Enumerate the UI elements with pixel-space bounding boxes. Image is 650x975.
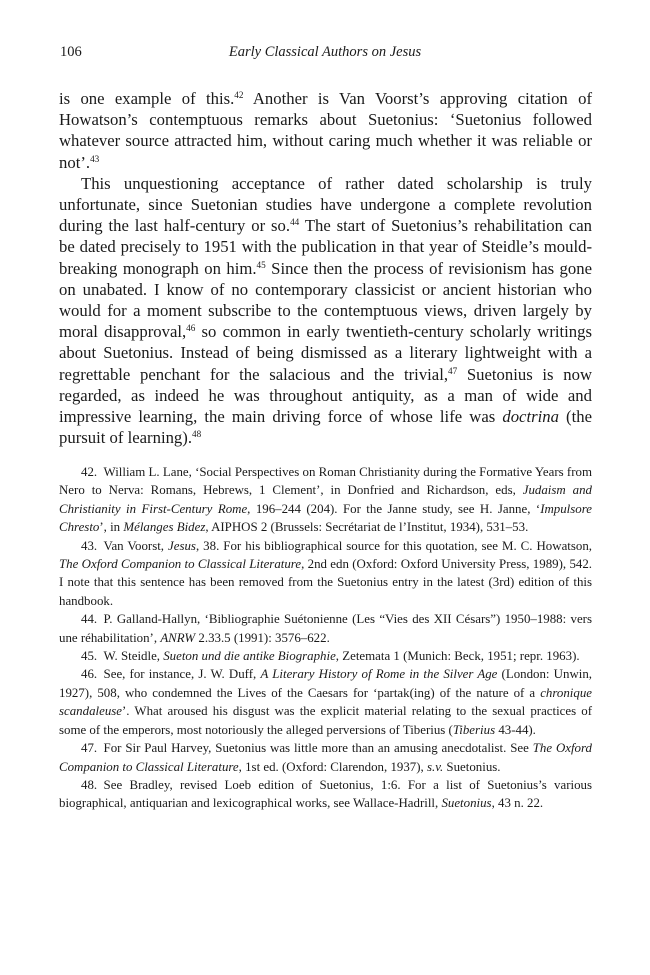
footnote-48 xyxy=(59,776,592,813)
footnote-43 xyxy=(59,537,592,611)
italic-title: ANRW xyxy=(160,630,196,645)
footnote-text: 45. W. Steidle, xyxy=(81,649,164,664)
footnote-ref-48: 48 xyxy=(192,429,202,440)
italic-title: Judaism and Christianity in First-Century Rome xyxy=(59,483,592,516)
italic-title: The Oxford Companion to Classical Literature xyxy=(59,741,592,774)
text-span: This unquestioning acceptance of rather dated scholarship is truly unfortunate, since Suetonian studies have undergone a complete revolution during the last half-century or so. xyxy=(59,173,592,236)
italic-title: s.v. xyxy=(426,759,444,774)
footnote-45 xyxy=(59,647,592,665)
footnote-text: (London: Unwin, 1927), 508, who condemned the Lives of the Caesars for ‘partak(ing) of the nature of a xyxy=(59,667,592,700)
text-span: The start of Suetonius’s rehabilitation can be dated precisely to 1951 with the publication in that year of Steidle’s mould-breaking monograph on him. xyxy=(59,216,592,278)
footnote-47 xyxy=(59,739,592,776)
italic-title: The Oxford Companion to Classical Literature xyxy=(59,557,302,572)
footnote-44 xyxy=(59,610,592,647)
italic-title: Impulsore Chresto xyxy=(59,501,592,535)
footnote-text: , 196–244 (204). For the Janne study, see H. Janne, ‘ xyxy=(247,501,541,516)
footnote-ref-44: 44 xyxy=(290,217,300,228)
body-text xyxy=(59,88,592,448)
italic-term: doctrina xyxy=(502,407,559,427)
footnote-42 xyxy=(59,463,592,537)
paragraph-continued xyxy=(59,88,592,173)
text-span: Suetonius is now regarded, as indeed he was throughout antiquity, as a man of wide and impressive learning, the main driving force of whose life was xyxy=(59,364,592,427)
running-title: Early Classical Authors on Jesus xyxy=(228,44,422,60)
footnote-ref-43: 43 xyxy=(90,153,100,164)
paragraph xyxy=(59,173,592,449)
footnote-ref-47: 47 xyxy=(448,365,458,376)
text-span: (the pursuit of learning). xyxy=(59,407,592,448)
footnote-text: , AIPHOS 2 (Brussels: Secrétariat de l’Institut, 1934), 531–53. xyxy=(205,520,529,535)
footnote-text: , 38. For his bibliographical source for this quotation, see M. C. Howatson, xyxy=(195,538,592,553)
footnote-text: 2.33.5 (1991): 3576–622. xyxy=(195,630,330,645)
footnotes xyxy=(59,463,592,813)
italic-title: Sueton und die antike Biographie xyxy=(163,649,336,664)
footnote-text: 42. William L. Lane, ‘Social Perspectives on Roman Christianity during the Formative Years from Nero to Nerva: Romans, Hebrews, 1 Clement’, in Donfried and Richardson, eds, xyxy=(59,465,592,498)
footnote-text: Suetonius. xyxy=(443,759,501,774)
footnote-text: ’. What aroused his disgust was the explicit material relating to the sexual practices of some of the emperors, most notoriously the alleged perversions of Tiberius ( xyxy=(59,704,592,737)
footnote-text: , 43 n. 22. xyxy=(491,796,544,811)
italic-title: A Literary History of Rome in the Silver Age xyxy=(260,667,498,682)
footnote-ref-42: 42 xyxy=(234,90,244,101)
footnote-text: 46. See, for instance, J. W. Duff, xyxy=(81,667,261,682)
page-number: 106 xyxy=(60,44,82,60)
text-span: is one example of this. xyxy=(59,89,235,108)
italic-title: Suetonius xyxy=(441,796,492,811)
footnote-text: 43-44). xyxy=(495,722,536,737)
text-span: Since then the process of revisionism has gone on unabated. I know of no contemporary classicist or ancient historian who would for a moment subscribe to the contemptuous views, driven largely by moral disapproval, xyxy=(59,258,592,342)
italic-title: Jesus xyxy=(168,538,196,553)
footnote-text: 47. For Sir Paul Harvey, Suetonius was little more than an amusing anecdotalist. See xyxy=(81,741,533,756)
footnote-ref-46: 46 xyxy=(186,323,196,334)
footnote-text: , 1st ed. (Oxford: Clarendon, 1937), xyxy=(238,759,427,774)
footnote-46 xyxy=(59,665,592,739)
footnote-text: 44. P. Galland-Hallyn, ‘Bibliographie Suétonienne (Les “Vies des XII Césars”) 1950–1988: vers une réhabilitation’, xyxy=(59,612,592,645)
text-span: Another is Van Voorst’s approving citation of Howatson’s contemptuous remarks about Suetonius: ‘Suetonius followed whatever source attracted him, without caring much whether it was reliable or not’. xyxy=(59,89,592,172)
footnote-text: , Zetemata 1 (Munich: Beck, 1951; repr. 1963). xyxy=(335,649,580,664)
footnote-ref-45: 45 xyxy=(256,259,266,270)
footnote-text: , 2nd edn (Oxford: Oxford University Press, 1989), 542. I note that this sentence has been removed from the Suetonius entry in the latest (3rd) edition of this handbook. xyxy=(59,557,592,608)
italic-title: chronique scandaleuse xyxy=(59,685,592,719)
text-span: so common in early twentieth-century scholarly writings about Suetonius. Instead of being dismissed as a literary lightweight with a regrettable penchant for the salacious and the trivial, xyxy=(59,322,592,384)
footnote-text: 48. See Bradley, revised Loeb edition of Suetonius, 1:6. For a list of Suetonius’s various biographical, antiquarian and lexicographical works, see Wallace-Hadrill, xyxy=(59,777,592,811)
footnote-text: 43. Van Voorst, xyxy=(81,538,169,553)
italic-title: Tiberius xyxy=(452,722,496,737)
italic-title: Mélanges Bidez xyxy=(123,520,206,535)
page-header xyxy=(60,44,590,66)
footnote-text: ’, in xyxy=(99,520,124,535)
